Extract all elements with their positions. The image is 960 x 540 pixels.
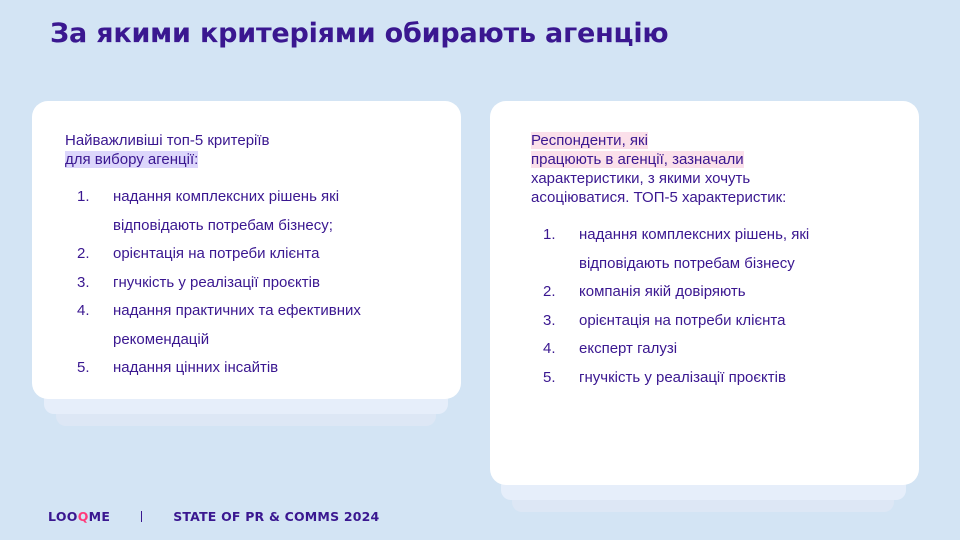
right-lead-line-1: Респонденти, які <box>531 132 648 149</box>
list-item-number: 5. <box>543 368 556 386</box>
logo-suffix: ME <box>88 508 111 524</box>
looqme-logo <box>48 509 110 524</box>
right-card <box>490 101 919 485</box>
list-item <box>543 335 903 364</box>
logo-prefix: LOO <box>48 508 78 524</box>
footer-divider <box>141 511 142 522</box>
list-item-text: надання практичних та ефективних <box>113 302 361 319</box>
list-item <box>543 278 903 307</box>
list-item-text: орієнтація на потреби клієнта <box>579 311 786 329</box>
list-item-text-cont: відповідають потребам бізнесу <box>579 254 795 272</box>
list-item-text: надання цінних інсайтів <box>113 359 279 376</box>
left-criteria-list <box>77 183 447 383</box>
list-item-text: надання комплексних рішень які <box>113 188 340 205</box>
list-item <box>543 364 903 393</box>
list-item <box>543 221 903 278</box>
footer <box>48 507 379 525</box>
report-title: STATE OF PR & COMMS 2024 <box>173 508 380 524</box>
list-item-text-cont: рекомендацій <box>113 330 210 348</box>
left-card-lead <box>65 131 270 169</box>
right-characteristics-list <box>543 221 903 392</box>
right-card-lead <box>531 131 786 207</box>
list-item <box>77 183 447 240</box>
page-title: За якими критеріями обирають агенцію <box>50 18 669 49</box>
list-item-text: орієнтація на потреби клієнта <box>113 245 320 262</box>
left-lead-line-1: Найважливіші топ-5 критеріїв <box>65 132 270 149</box>
list-item-number: 4. <box>543 340 556 357</box>
right-lead-line-3: характеристики, з якими хочуть <box>531 170 751 187</box>
list-item-text: експерт галузі <box>579 340 678 357</box>
list-item <box>543 307 903 336</box>
list-item-number: 3. <box>543 311 556 329</box>
list-item-number: 2. <box>77 245 90 262</box>
list-item <box>77 240 447 269</box>
list-item <box>77 354 447 383</box>
list-item-text: гнучкість у реалізації проєктів <box>113 273 320 291</box>
list-item-text: гнучкість у реалізації проєктів <box>579 368 786 386</box>
left-card <box>32 101 461 399</box>
list-item-text: надання комплексних рішень, які <box>579 226 810 243</box>
list-item-number: 1. <box>77 188 90 205</box>
list-item-number: 5. <box>77 359 90 376</box>
list-item-text: компанія якій довіряють <box>579 283 746 300</box>
list-item-text-cont: відповідають потребам бізнесу; <box>113 216 333 234</box>
right-lead-line-2: працюють в агенції, зазначали <box>531 151 744 168</box>
right-lead-line-4: асоціюватися. ТОП-5 характеристик: <box>531 189 787 206</box>
list-item <box>77 269 447 298</box>
left-lead-line-2: для вибору агенції: <box>65 151 199 168</box>
list-item <box>77 297 447 354</box>
logo-q: Q <box>77 508 89 524</box>
list-item-number: 2. <box>543 283 556 300</box>
list-item-number: 4. <box>77 302 90 319</box>
list-item-number: 3. <box>77 273 90 291</box>
list-item-number: 1. <box>543 226 556 243</box>
